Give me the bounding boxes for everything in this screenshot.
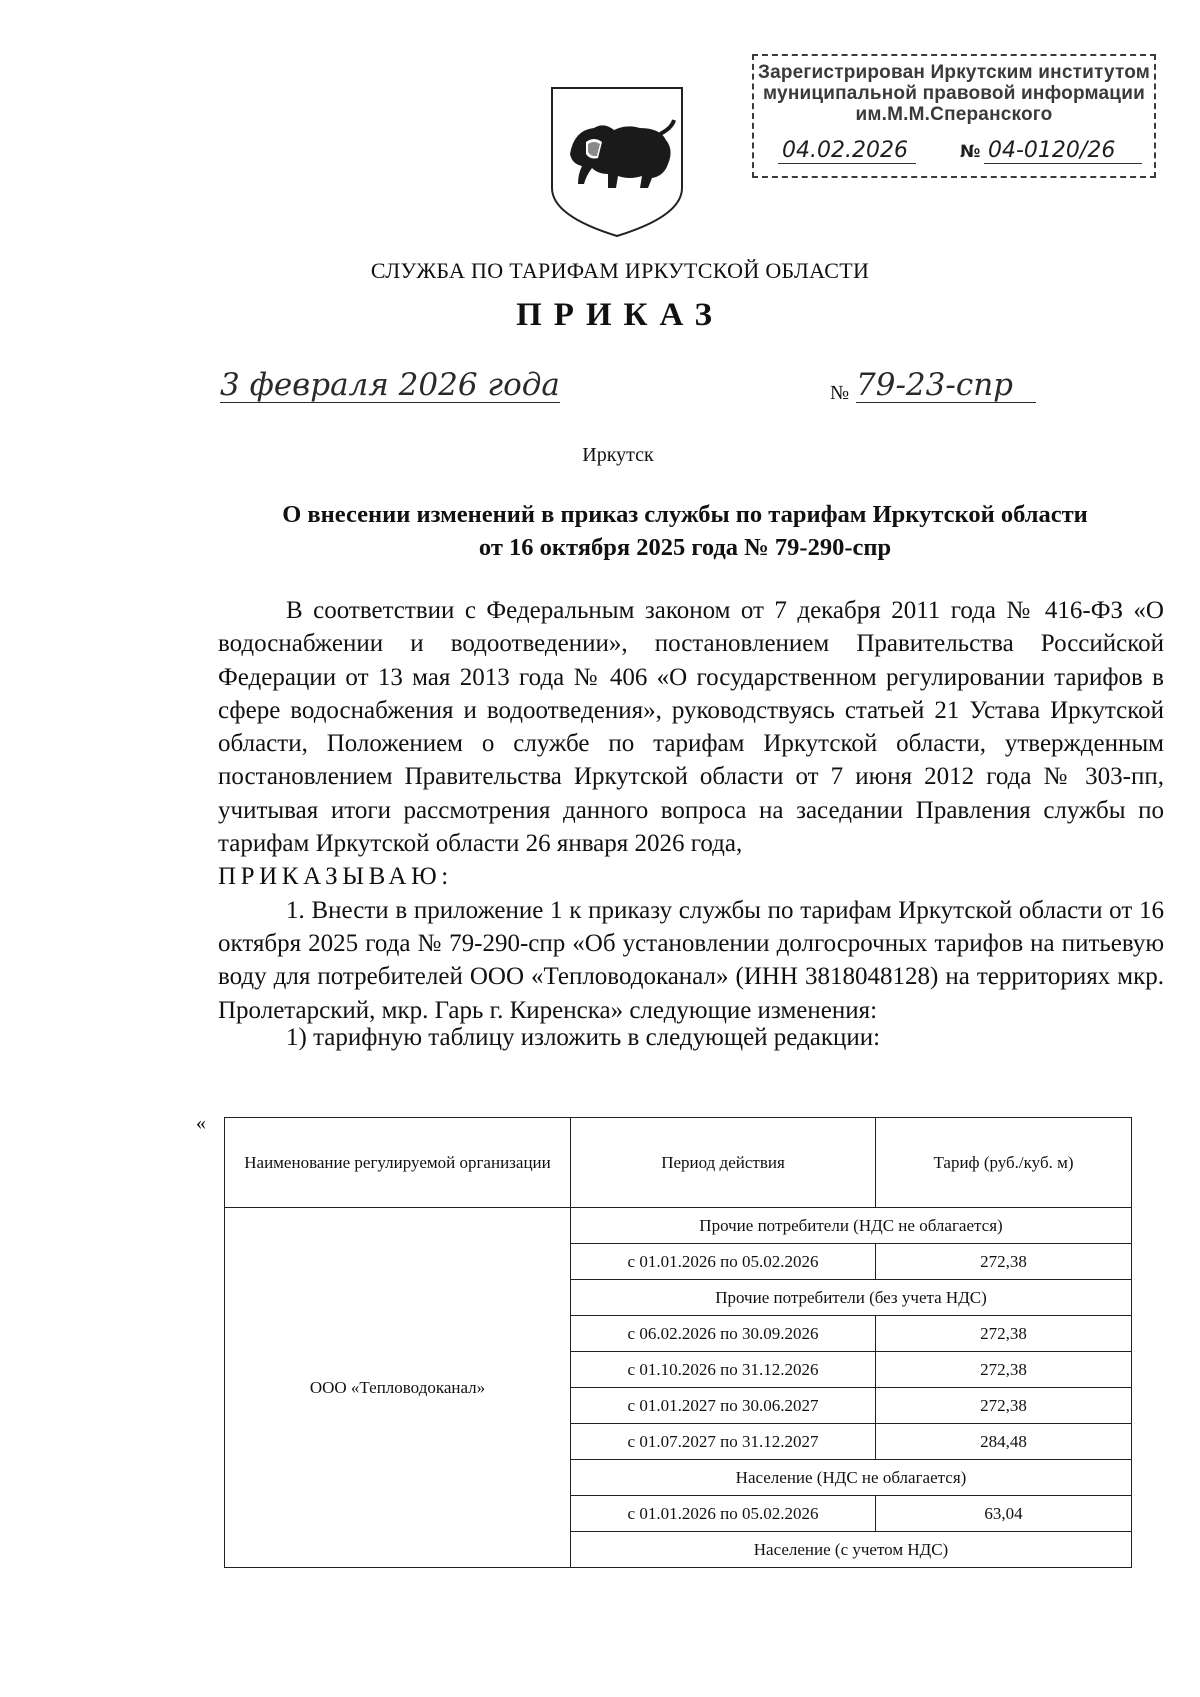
table-header-row: [225, 1118, 1132, 1208]
period-cell: с 01.01.2026 по 05.02.2026: [571, 1496, 876, 1532]
order-number-label: №: [830, 382, 850, 404]
period-cell: с 01.01.2027 по 30.06.2027: [571, 1388, 876, 1424]
order-date: 3 февраля 2026 года: [220, 367, 560, 403]
tariff-cell: 272,38: [876, 1352, 1132, 1388]
table-row: [225, 1208, 1132, 1244]
city-name: Иркутск: [582, 444, 654, 466]
coat-of-arms-emblem-icon: [548, 84, 686, 238]
agency-name: СЛУЖБА ПО ТАРИФАМ ИРКУТСКОЙ ОБЛАСТИ: [370, 258, 870, 283]
stamp-number-label: №: [960, 142, 981, 162]
title-line-2: от 16 октября 2025 года № 79-290-спр: [478, 534, 892, 561]
document-body: [218, 594, 1164, 1054]
preamble-paragraph: В соответствии с Федеральным законом от 7 декабря 2011 года № 416-ФЗ «О водоснабжении и водоотведении», постановлением Правительства Российской Федерации от 13 мая 2013 года № 406 «О государственном регулировании тарифов в сфере водоснабжения и водоотведения», руководствуясь статьей 21 Устава Иркутской области, Положением о службе по тарифам Иркутской области, утвержденным постановлением Правительства Иркутской области от 7 июня 2012 года № 303-пп, учитывая итоги рассмотрения данного вопроса на заседании Правления службы по тарифам Иркутской области 26 января 2026 года,: [218, 597, 1164, 858]
stamp-line-3: им.М.М.Сперанского: [855, 104, 1053, 125]
title-line-1: О внесении изменений в приказ службы по тарифам Иркутской области: [282, 501, 1088, 528]
group-heading: Прочие потребители (НДС не облагается): [571, 1208, 1132, 1244]
tariff-cell: 272,38: [876, 1244, 1132, 1280]
stamp-registration-row: [772, 138, 1140, 168]
stamp-number: 04-0120/26: [984, 138, 1142, 164]
period-cell: с 01.10.2026 по 31.12.2026: [571, 1352, 876, 1388]
stamp-line-1: Зарегистрирован Иркутским институтом: [757, 62, 1151, 83]
quote-open-mark: «: [196, 1112, 206, 1134]
period-cell: с 01.07.2027 по 31.12.2027: [571, 1424, 876, 1460]
group-heading: Прочие потребители (без учета НДС): [571, 1280, 1132, 1316]
item-1-sub-1-paragraph: 1) тарифную таблицу изложить в следующей редакции:: [286, 1023, 881, 1051]
group-heading: Население (с учетом НДС): [571, 1532, 1132, 1568]
tariff-table: [224, 1117, 1132, 1568]
header-org: Наименование регулируемой организации: [225, 1118, 571, 1208]
stamp-date: 04.02.2026: [778, 138, 916, 164]
period-cell: с 01.01.2026 по 05.02.2026: [571, 1244, 876, 1280]
tariff-cell: 63,04: [876, 1496, 1132, 1532]
stamp-line-2: муниципальной правовой информации: [763, 83, 1145, 104]
registration-stamp: [752, 54, 1156, 178]
order-number: 79-23-спр: [856, 368, 1036, 403]
period-cell: с 06.02.2026 по 30.09.2026: [571, 1316, 876, 1352]
header-period: Период действия: [571, 1118, 876, 1208]
decree-word: ПРИКАЗЫВАЮ:: [218, 863, 453, 891]
group-heading: Население (НДС не облагается): [571, 1460, 1132, 1496]
order-number-block: [830, 368, 1042, 404]
document-type: ПРИКАЗ: [516, 297, 724, 333]
tariff-cell: 284,48: [876, 1424, 1132, 1460]
tariff-cell: 272,38: [876, 1388, 1132, 1424]
header-tariff: Тариф (руб./куб. м): [876, 1118, 1132, 1208]
item-1-paragraph: 1. Внести в приложение 1 к приказу службы по тарифам Иркутской области от 16 октября 2025 года № 79-290-спр «Об установлении долгосрочных тарифов на питьевую воду для потребителей ООО «Тепловодоканал» (ИНН 3818048128) на территориях мкр. Пролетарский, мкр. Гарь г. Киренска» следующие изменения:: [218, 896, 1164, 1024]
tariff-cell: 272,38: [876, 1316, 1132, 1352]
org-name-cell: ООО «Тепловодоканал»: [225, 1208, 571, 1568]
document-title: [200, 498, 1170, 564]
